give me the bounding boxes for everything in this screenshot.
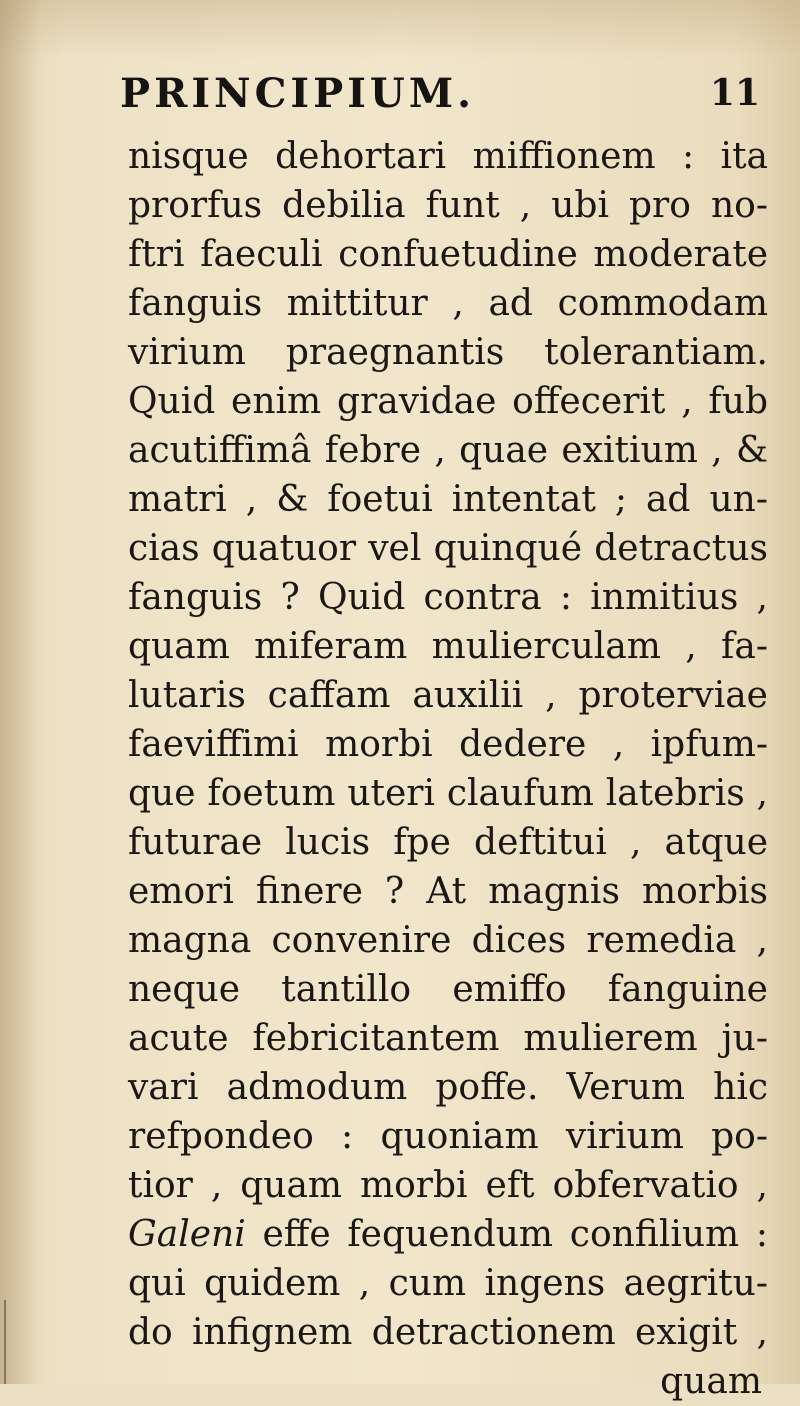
text-line: fanguis mittitur , ad commodam: [128, 283, 768, 324]
text-line: refpondeo : quoniam virium po-: [128, 1116, 768, 1157]
proper-name: Galeni: [128, 1214, 246, 1255]
text-line: vari admodum poffe. Verum hic: [128, 1067, 768, 1108]
text-line: nisque dehortari miffionem : ita: [128, 136, 768, 177]
text-line: emori finere ? At magnis morbis: [128, 871, 768, 912]
text-line: neque tantillo emiffo fanguine: [128, 969, 768, 1010]
body-text: [128, 132, 768, 1406]
text-line: Galeni effe fequendum confilium :: [128, 1214, 768, 1255]
text-line: do infignem detractionem exigit ,: [128, 1312, 768, 1353]
text-line: lutaris caffam auxilii , proterviae: [128, 675, 768, 716]
text-line: fanguis ? Quid contra : inmitius ,: [128, 577, 768, 618]
text-line: virium praegnantis tolerantiam.: [128, 332, 768, 373]
page-number: 11: [709, 72, 760, 114]
text-line: futurae lucis fpe deftitui , atque: [128, 822, 768, 863]
page-edge-mark: [4, 1300, 6, 1384]
page-top-shadow: [0, 0, 800, 60]
text-line: tior , quam morbi eft obfervatio ,: [128, 1165, 768, 1206]
text-line: qui quidem , cum ingens aegritu-: [128, 1263, 768, 1304]
text-line: acutiffimâ febre , quae exitium , &: [128, 430, 768, 471]
text-line: matri , & foetui intentat ; ad un-: [128, 479, 768, 520]
text-line: acute febricitantem mulierem ju-: [128, 1018, 768, 1059]
text-line: que foetum uteri claufum latebris ,: [128, 773, 768, 814]
text-line: prorfus debilia funt , ubi pro no-: [128, 185, 768, 226]
text-line: magna convenire dices remedia ,: [128, 920, 768, 961]
running-head: PRINCIPIUM.: [120, 70, 476, 117]
page-left-shadow: [0, 0, 40, 1384]
text-line: quam miferam mulierculam , fa-: [128, 626, 768, 667]
text-line: faeviffimi morbi dedere , ipfum-: [128, 724, 768, 765]
text-line: cias quatuor vel quinqué detractus: [128, 528, 768, 569]
catchword: quam: [660, 1361, 762, 1402]
text-line: ftri faeculi confuetudine moderate: [128, 234, 768, 275]
page-header: [120, 70, 760, 130]
text-line: Quid enim gravidae offecerit , fub: [128, 381, 768, 422]
